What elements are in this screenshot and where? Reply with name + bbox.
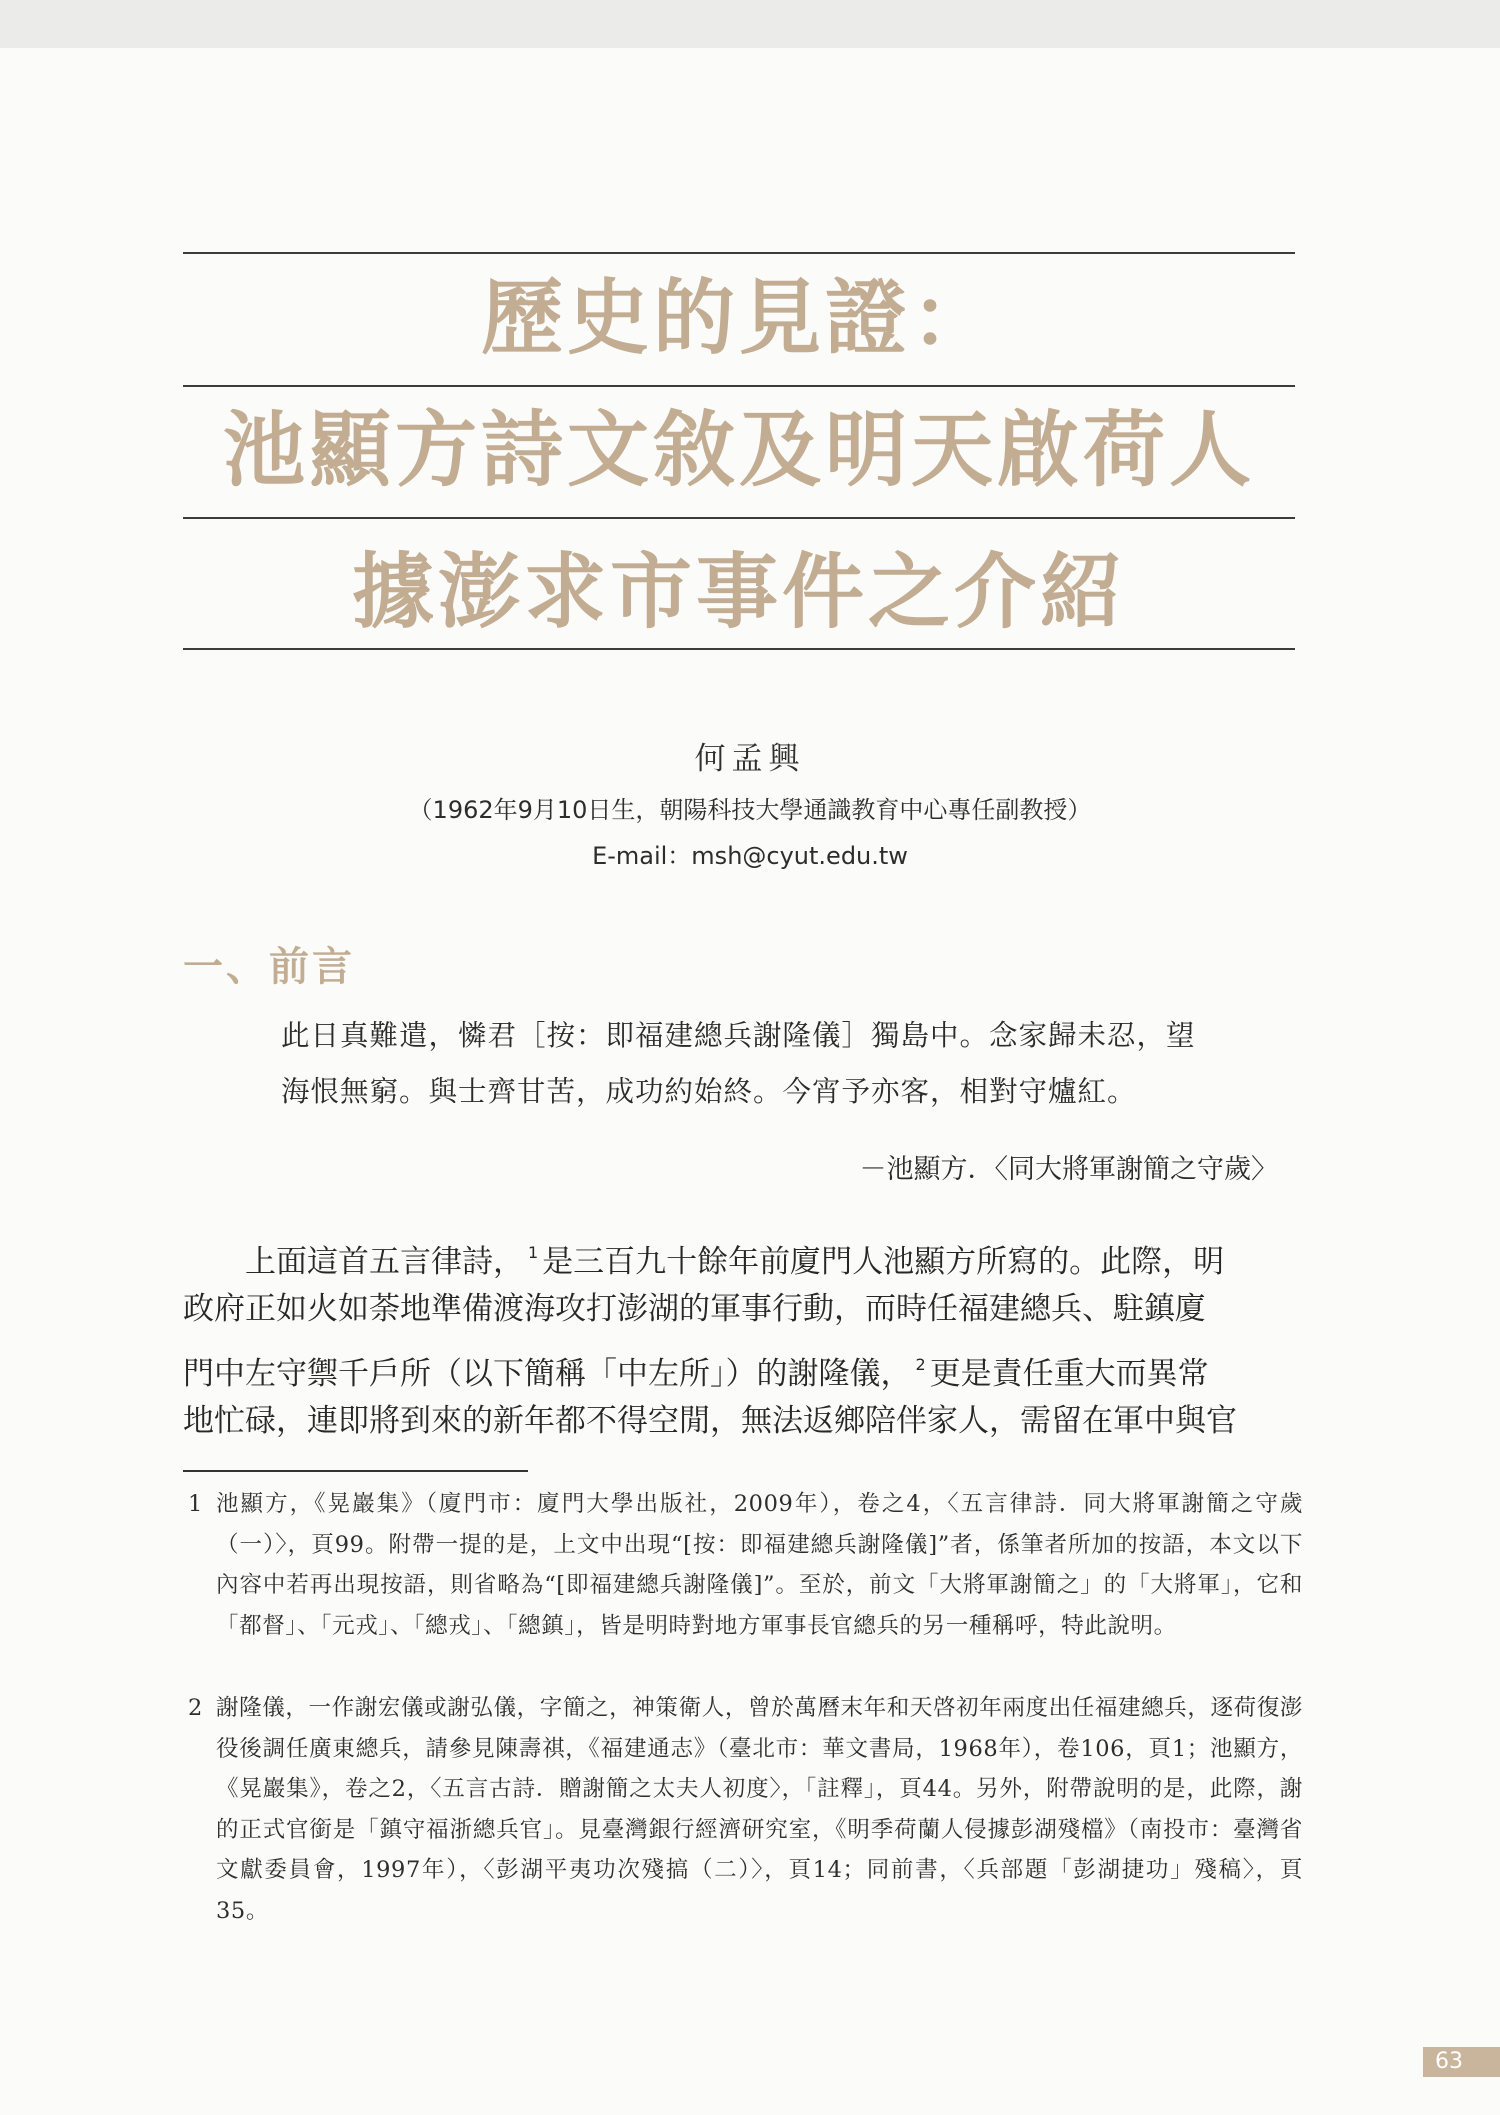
author-affiliation: （1962年9月10日生，朝陽科技大學通識教育中心專任副教授） xyxy=(408,796,1092,824)
title-line-1: 歷史的見證： xyxy=(480,270,997,366)
title-rule-bottom xyxy=(183,648,1295,650)
body-text: 是三百九十餘年前廈門人池顯方所寫的。此際，明 xyxy=(542,1244,1225,1280)
title-line-2: 池顯方詩文敘及明天啟荷人 xyxy=(222,402,1255,498)
title-line-3: 據澎求市事件之介紹 xyxy=(351,544,1126,640)
footnote-1 xyxy=(188,1484,1303,1646)
body-line-4: 地忙碌，連即將到來的新年都不得空閒，無法返鄉陪伴家人，需留在軍中與官 xyxy=(183,1403,1237,1439)
quote-line-1: 此日真難遣，憐君［按：即福建總兵謝隆儀］獨島中。念家歸未忍，望 xyxy=(281,1019,1196,1052)
author-name: 何孟興 xyxy=(694,741,806,777)
footnote-ref-1[interactable]: 1 xyxy=(528,1243,539,1262)
author-email: E-mail：msh@cyut.edu.tw xyxy=(592,842,908,870)
title-rule-2 xyxy=(183,385,1295,387)
title-rule-3 xyxy=(183,517,1295,519)
body-text: 更是責任重大而異常 xyxy=(929,1356,1209,1392)
section-heading: 一、前言 xyxy=(183,944,355,990)
quote-attribution: －池顯方．〈同大將軍謝簡之守歲〉 xyxy=(859,1154,1278,1185)
footnote-ref-2[interactable]: 2 xyxy=(915,1355,926,1374)
footnote-text: 池顯方，《晃巖集》（廈門市：廈門大學出版社，2009年），卷之4，〈五言律詩．同大將軍謝簡之守歲（一）〉，頁99。附帶一提的是，上文中出現“[按：即福建總兵謝隆儀]”者，係筆者所加的按語，本文以下內容中若再出現按語，則省略為“[即福建總兵謝隆儀]”。至於，前文「大將軍謝簡之」的「大將軍」，它和「都督」、「元戎」、「總戎」、「總鎮」，皆是明時對地方軍事長官總兵的另一種稱呼，特此說明。 xyxy=(216,1491,1303,1639)
footnote-2 xyxy=(188,1688,1303,1931)
footnote-text: 謝隆儀，一作謝宏儀或謝弘儀，字簡之，神策衛人，曾於萬曆末年和天啓初年兩度出任福建總兵，逐荷復澎役後調任廣東總兵，請參見陳壽祺，《福建通志》（臺北市：華文書局，1968年），卷106，頁1；池顯方，《晃巖集》，卷之2，〈五言古詩．贈謝簡之太夫人初度〉，「註釋」，頁44。另外，附帶說明的是，此際，謝的正式官銜是「鎮守福浙總兵官」。見臺灣銀行經濟研究室，《明季荷蘭人侵據彭湖殘檔》（南投市：臺灣省文獻委員會，1997年），〈彭湖平夷功次殘搞（二）〉，頁14；同前書，〈兵部題「彭湖捷功」殘稿〉，頁35。 xyxy=(216,1695,1303,1924)
body-text: 門中左守禦千戶所（以下簡稱「中左所」）的謝隆儀， xyxy=(183,1356,912,1392)
footnote-number: 1 xyxy=(188,1491,203,1517)
title-rule-top xyxy=(183,252,1295,254)
page-number: 63 xyxy=(1423,2047,1500,2077)
footnote-number: 2 xyxy=(188,1695,203,1721)
quote-line-2: 海恨無窮。與士齊甘苦，成功約始終。今宵予亦客，相對守爐紅。 xyxy=(281,1075,1137,1108)
body-line-2: 政府正如火如荼地準備渡海攻打澎湖的軍事行動，而時任福建總兵、駐鎮廈 xyxy=(183,1291,1206,1327)
footnote-separator xyxy=(183,1470,528,1472)
body-text: 上面這首五言律詩， xyxy=(245,1244,524,1280)
